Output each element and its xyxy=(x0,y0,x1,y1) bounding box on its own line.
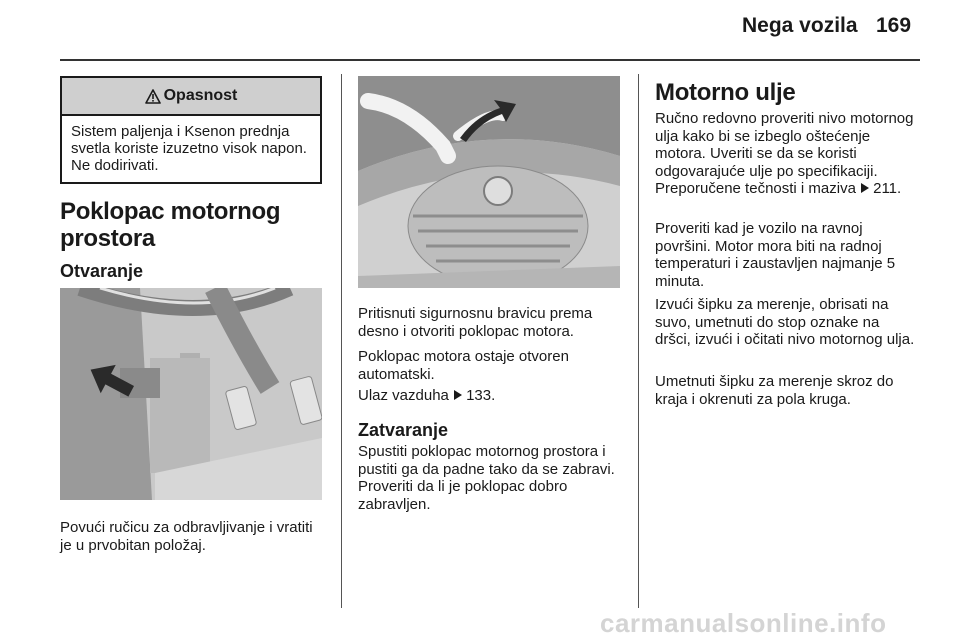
paragraph-press-latch: Pritisnuti sigurnosnu bravicu prema desno i otvoriti poklopac motora. xyxy=(358,305,593,340)
paragraph-hood-stays-open: Poklopac motora ostaje otvoren automatski. xyxy=(358,348,569,383)
danger-box-header xyxy=(62,78,320,116)
figure-caption-lever: Povući ručicu za odbravljivanje i vratiti je u prvobitan položaj. xyxy=(60,519,313,554)
warning-triangle-icon xyxy=(145,89,161,104)
watermark: carmanualsonline.info xyxy=(600,608,887,638)
paragraph-dipstick-read: Izvući šipku za merenje, obrisati na suvo, umetnuti do stop oznake na dršci, izvući i očitati nivo motornog ulja. xyxy=(655,296,915,348)
subsection-title-opening: Otvaranje xyxy=(60,261,144,281)
fluids-page-ref: 211. xyxy=(873,180,902,197)
danger-box xyxy=(60,76,322,184)
page-reference-icon xyxy=(861,183,869,193)
paragraph-closing: Spustiti poklopac motornog prostora i pustiti ga da padne tako da se zabravi. Proveriti da li je poklopac dobro zabravljen. xyxy=(358,443,615,513)
opening-hood-illustration xyxy=(358,76,620,288)
column-divider-2 xyxy=(638,74,639,608)
page-header-title: Nega vozila xyxy=(742,14,858,37)
header-divider xyxy=(60,59,920,61)
danger-box-title: Opasnost xyxy=(163,87,238,104)
section-title-hood: Poklopac motornog prostora xyxy=(60,198,281,252)
air-intake-text: Ulaz vazduha xyxy=(358,387,454,404)
air-intake-page-ref: 133. xyxy=(466,387,496,404)
check-oil-text: Ručno redovno proveriti nivo motornog ulja kako bi se izbeglo oštećenje motora. Uveriti se da se koristi odgovarajuće ulje po specifikaciji. Preporučene tečnosti i maziva xyxy=(655,110,914,197)
subsection-title-closing: Zatvaranje xyxy=(358,420,449,440)
paragraph-check-oil xyxy=(655,110,915,198)
column-divider-1 xyxy=(341,74,342,608)
hood-release-illustration xyxy=(60,288,322,500)
figure-hood-release-lever xyxy=(60,288,322,500)
danger-box-text: Sistem paljenja i Ksenon prednja svetla koriste izuzetno visok napon. Ne dodirivati. xyxy=(71,123,307,174)
page-reference-icon xyxy=(454,390,462,400)
paragraph-level-surface: Proveriti kad je vozilo na ravnoj površini. Motor mora biti na radnoj temperaturi i zaustavljen najmanje 5 minuta. xyxy=(655,220,896,290)
paragraph-air-intake xyxy=(358,387,626,405)
page-number: 169 xyxy=(876,14,912,37)
section-title-engine-oil: Motorno ulje xyxy=(655,79,796,106)
paragraph-dipstick-insert: Umetnuti šipku za merenje skroz do kraja i okrenuti za pola kruga. xyxy=(655,373,894,408)
figure-opening-hood xyxy=(358,76,620,288)
